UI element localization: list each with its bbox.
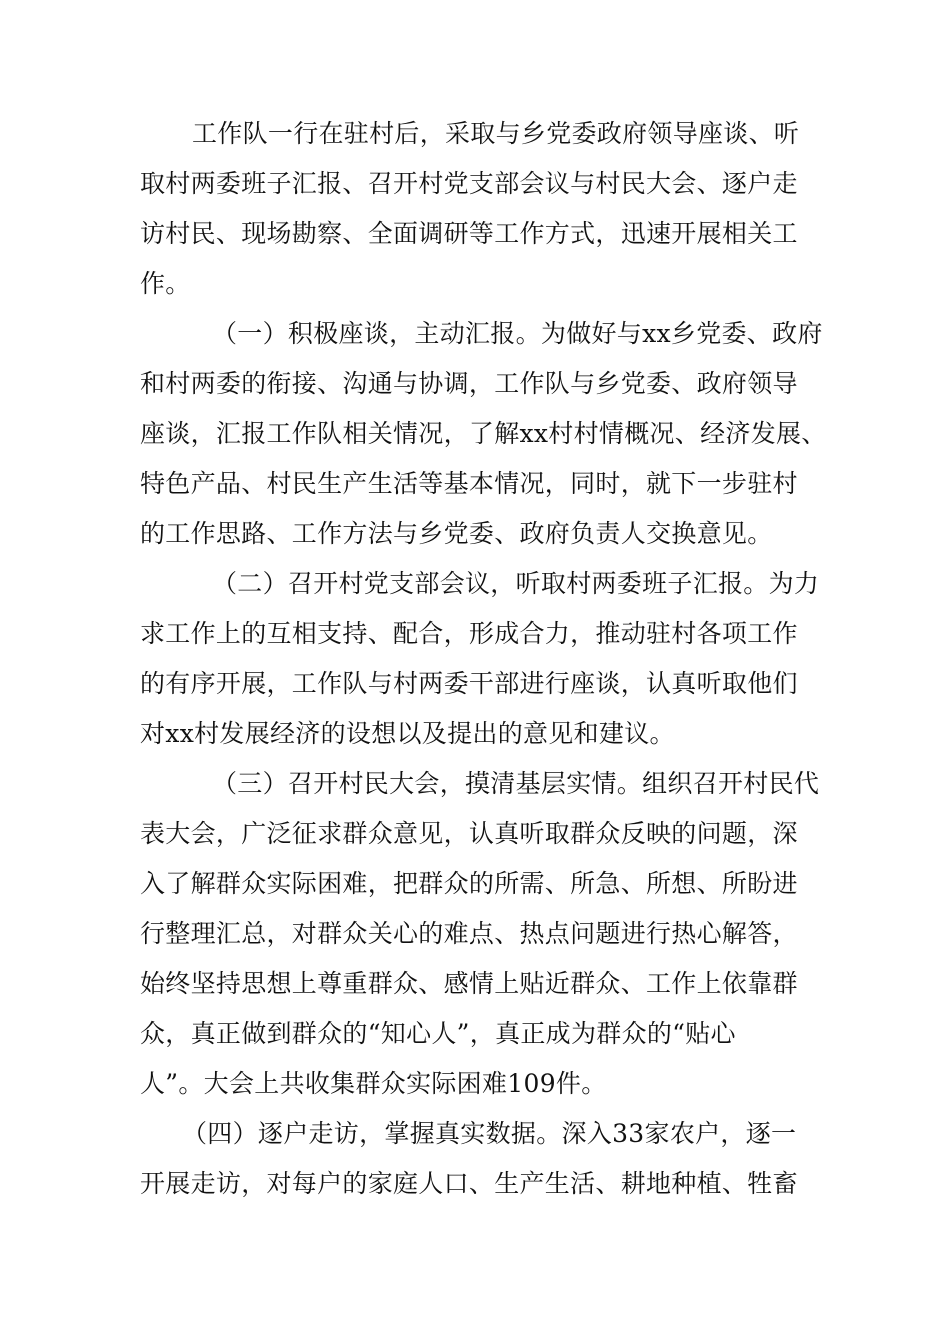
paragraph-2-line-5: 的工作思路、工作方法与乡党委、政府负责人交换意见。 bbox=[140, 519, 773, 548]
paragraph-2-line-4: 特色产品、村民生产生活等基本情况，同时，就下一步驻村 bbox=[140, 469, 798, 498]
paragraph-5-line-2: 开展走访，对每户的家庭人口、生产生活、耕地种植、牲畜 bbox=[140, 1169, 798, 1198]
paragraph-1-line-2: 取村两委班子汇报、召开村党支部会议与村民大会、逐户走 bbox=[140, 169, 798, 198]
document-body bbox=[140, 109, 840, 1209]
paragraph-2-line-2: 和村两委的衔接、沟通与协调，工作队与乡党委、政府领导 bbox=[140, 369, 798, 398]
paragraph-4-line-4: 行整理汇总，对群众关心的难点、热点问题进行热心解答， bbox=[140, 919, 798, 948]
paragraph-1-line-4: 作。 bbox=[140, 269, 191, 298]
paragraph-4-line-3: 入了解群众实际困难，把群众的所需、所急、所想、所盼进 bbox=[140, 869, 798, 898]
paragraph-3-line-1: （二）召开村党支部会议，听取村两委班子汇报。为力 bbox=[212, 569, 820, 598]
paragraph-4-line-6: 众，真正做到群众的“知心人”，真正成为群众的“贴心 bbox=[140, 1019, 736, 1048]
paragraph-5-line-1: （四）逐户走访，掌握真实数据。深入33家农户，逐一 bbox=[182, 1119, 797, 1148]
paragraph-3-line-4: 对xx村发展经济的设想以及提出的意见和建议。 bbox=[140, 719, 675, 748]
paragraph-4-line-1: （三）召开村民大会，摸清基层实情。组织召开村民代 bbox=[212, 769, 820, 798]
paragraph-2-line-1: （一）积极座谈，主动汇报。为做好与xx乡党委、政府 bbox=[212, 319, 823, 348]
paragraph-1-line-3: 访村民、现场勘察、全面调研等工作方式，迅速开展相关工 bbox=[140, 219, 798, 248]
paragraph-1-line-1: 工作队一行在驻村后，采取与乡党委政府领导座谈、听 bbox=[192, 119, 800, 148]
paragraph-3-line-2: 求工作上的互相支持、配合，形成合力，推动驻村各项工作 bbox=[140, 619, 798, 648]
paragraph-3-line-3: 的有序开展，工作队与村两委干部进行座谈，认真听取他们 bbox=[140, 669, 798, 698]
paragraph-4-line-5: 始终坚持思想上尊重群众、感情上贴近群众、工作上依靠群 bbox=[140, 969, 798, 998]
paragraph-2-line-3: 座谈，汇报工作队相关情况，了解xx村村情概况、经济发展、 bbox=[140, 419, 827, 448]
paragraph-4-line-7: 人”。大会上共收集群众实际困难109件。 bbox=[140, 1069, 607, 1098]
paragraph-4-line-2: 表大会，广泛征求群众意见，认真听取群众反映的问题，深 bbox=[140, 819, 798, 848]
